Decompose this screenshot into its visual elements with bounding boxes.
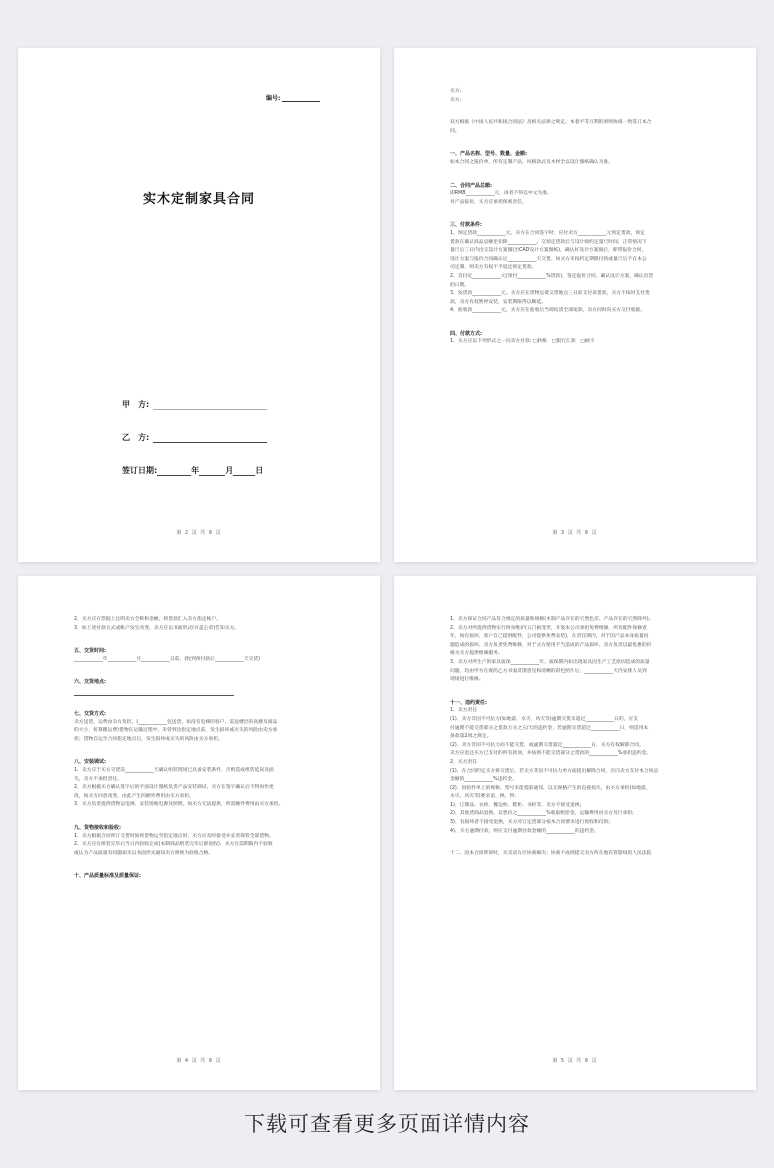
paragraph-line: 4、验收款____________元，买方应在验收后当场结清全部尾款，卖方同时向买方交付收据。 — [450, 308, 645, 314]
party-a-label: 甲 方: — [122, 400, 150, 409]
paragraph-line: 2、卖方对所提供货物实行终身维护(五门板变形，开裂本公司承担免费维修，所有配件保修壹 — [450, 625, 647, 631]
paragraph-line: 1、卖方根据合同所订交货时间将货物运至指定地点时，买方应及时接受并妥善保管全部货物。 — [74, 833, 274, 839]
contract-page-4 — [18, 576, 380, 1090]
paragraph-line: 对产品报价，买方应承担保密责任。 — [450, 199, 527, 205]
month-label: 月 — [225, 466, 234, 475]
paragraph-line: 2、买方应在组装完毕后当日内验收完成(本制商品组装完毕后即验收)，买方在需期限内不验收 — [74, 842, 273, 848]
spacer — [450, 168, 722, 182]
paragraph-line: 卖方应退还买方已支付的所有款项，并按照不能交货部分之货款的____________%承担违约金。 — [450, 751, 652, 757]
day-blank — [233, 468, 255, 476]
paragraph-line: 现场进行维修。 — [450, 677, 484, 683]
paragraph-line: 十二、因本合同涉诉时，买卖双方应协商解决；协商不成则提交卖方所在地有管辖权的人民法院 — [450, 851, 652, 857]
paragraph-line: ____________年____________月____________日前。(收到预付款后____________天交货) — [74, 656, 261, 662]
spacer — [450, 316, 722, 330]
paragraph-line: 司定制，则卖方有权不予退还预定货款。 — [450, 265, 537, 271]
year-label: 年 — [191, 466, 200, 475]
month-blank — [199, 468, 225, 476]
paragraph-line: 1)、订制品、衣柜、餐边柜、鞋柜、书柜等，卖方不接受退换; — [450, 802, 582, 808]
section-heading: 十一、违约责任: — [450, 699, 488, 706]
spacer — [450, 836, 722, 850]
spacer — [450, 207, 722, 221]
section-heading: 九、货物接收和验收: — [74, 824, 122, 831]
paragraph-line: 卖方送货，运费由卖方负担。(____________包送货，如没有电梯的客户，需送楼层的高楼及商品 — [74, 719, 278, 725]
paragraph-line: 3)、有损坏者不接受退换，买方对订定货部分按本合同要求进行验收和付款; — [450, 820, 611, 826]
paragraph-line: 4)、买方逾期付款，则应支付逾期付款金额的____________的违约金。 — [450, 828, 599, 834]
serial-number-field — [266, 93, 320, 102]
paragraph-line: 卖方: — [450, 97, 462, 103]
page-footer: 第 3 页 共 6 页 — [552, 530, 598, 536]
paragraph-line: 1、预定货款____________元。买方在合同签字时，应付卖方____________元预定货款，预定 — [450, 230, 645, 236]
spacer — [450, 685, 722, 699]
paragraph-line: 买方: — [450, 89, 462, 94]
paragraph-line: 3、卖方对所生产的家具质保____________年，质保期内如出现家具因生产工艺原因造成的质量 — [450, 659, 650, 665]
paragraph-line: 或认为产品质量有问题却未以书面形式通知卖方则视为验收合格。 — [74, 850, 214, 856]
paragraph-line: 条款第2项之规定。 — [450, 734, 492, 740]
party-a-blank — [153, 402, 267, 410]
contract-page-cover — [18, 48, 380, 562]
page-footer: 第 5 页 共 6 页 — [552, 1058, 598, 1064]
party-b-field — [122, 432, 267, 443]
paragraph-line: 失，卖方不承担责任。 — [74, 776, 122, 782]
paragraph-line: 金额的____________%违约金。 — [450, 777, 517, 783]
year-blank — [157, 468, 191, 476]
paragraph-line: 1、卖方责任 — [450, 708, 478, 714]
section-heading: 三、付款条件: — [450, 222, 483, 229]
paragraph-line: 同。 — [450, 128, 460, 134]
paragraph-line: 付逾期不能交货部分之货款万分之五/天的违约金，若逾期交货超过____________日，则适用本 — [450, 725, 649, 731]
paragraph-line: 3、买方负责提供货物运电梯、安装场地电源及照明，如买方无法提供，所需额外费用由买方承担。 — [74, 802, 284, 808]
paragraph-line: (2)、因验件单上的规格、型号未能提前通知，以无规格产生的直接损失，由买方承担(如地震、 — [450, 785, 651, 791]
download-caption[interactable]: 下载可查看更多页面详情内容 — [244, 1112, 530, 1136]
paragraph-line: 如本合同之报价单，所有定制产品，风格款式及木材全以设计图纸确认为准。 — [450, 159, 614, 165]
paragraph-line: 即RMB____________元，再者不得以中文为准。 — [450, 191, 552, 197]
spacer — [74, 696, 346, 710]
paragraph-line: 3、发货款____________元。买方应在货物运抵交货地点三日前支付该货款，买方不按时支付货 — [450, 291, 650, 297]
contract-title: 实木定制家具合同 — [142, 192, 255, 207]
fill-in-blank-line — [74, 687, 234, 696]
paragraph-line: 1、卖方应于买方交货前____________天确认组装现场已具备安装条件，否则造成组装延误及损 — [74, 767, 274, 773]
paragraph-line: 货款在确认商品总额里扣除____________。交预定货款后与设计师约定量尺时间，正常情况下 — [450, 239, 647, 245]
section-heading: 六、交货地点: — [74, 679, 107, 686]
paragraph-line: 双方根据《中国人民共和国合同法》及相关法律之规定，本着平等互利的原则协商一致签订本合 — [450, 120, 652, 126]
paragraph-line: 2、首付定____________元(预付____________%货款)，签定报价合同，确认设计方案，确认出货 — [450, 273, 654, 279]
paragraph-line: 设计方案与报价合同确认后____________天交货。如买方未按约定期限付款或量尺后不在本公 — [450, 256, 647, 262]
paragraph-line: 1、卖方保证合同产品符合规定的质量和规格(木制产品存在的天然色差、产品存在的天然除外)。 — [450, 617, 654, 622]
page-footer: 第 4 页 共 6 页 — [176, 1058, 222, 1064]
paragraph-line: 2、买方应在票据上注明卖方全称和金额，将货款汇入卖方指定帐户。 — [74, 617, 221, 622]
contract-page-5 — [394, 576, 756, 1090]
paragraph-line: 题造成的损坏，卖方负责免费维修，对于买方使用不当造成的产品损坏，卖方负责以最优惠的价 — [450, 642, 652, 648]
spacer — [74, 664, 346, 678]
paragraph-line: (2)、卖方非因不可抗力而不能交货，或逾期交货超过____________日，买方有权解除合同。 — [450, 742, 644, 748]
section-heading: 七、交货方式: — [74, 710, 107, 717]
paragraph-line: 年，如有损坏，客户自己提供配件，公司提供免费安装)，在责任期内，对于因产品本身质量问 — [450, 634, 649, 640]
watermark — [103, 488, 119, 509]
paragraph-line: 问题，均由甲方在规的乙方书面反馈意见和清晰的彩色照片后，____________天内安排人员到 — [450, 668, 647, 674]
paragraph-line: 的大小，折算搬运费)货物在运输过程中，未曾到达指定地点前，发生损坏或灭失的风险由卖方承 — [74, 728, 278, 734]
spacer — [450, 105, 722, 119]
section-heading: 五、交货时间: — [74, 648, 107, 655]
paragraph-line: 3、如上述付款方式或帐户发生改变，卖方应以书面形式(并盖公章)告知买方。 — [74, 625, 240, 631]
paragraph-line: 格为买方提供维修服务。 — [450, 651, 503, 657]
paragraph-line: 量尺后三日内出完设计方案图(出CAD设计方案图纸)，确认好设计方案图后，即带报价合同， — [450, 248, 647, 254]
spacer — [74, 633, 346, 647]
paragraph-line: (1)、在合同约定买方将交货后，若买方非因不可抗力单方面提出解除合同，应向卖方支付本合同总 — [450, 768, 659, 774]
paragraph-line: 2、买方责任 — [450, 759, 478, 765]
spacer — [74, 810, 346, 824]
section-heading: 四、付款方式: — [450, 330, 483, 337]
paragraph-line: (1)、卖方非因不可抗力(如地震、水灾、风灾等)逾期交货未超过____________日的，应支 — [450, 716, 639, 722]
sign-date-label: 签订日期: — [122, 466, 158, 475]
section-heading: 八、安装调试: — [74, 759, 107, 766]
paragraph-line: 水灾、风灾等)要求退、换、到: — [450, 794, 516, 800]
party-b-label: 乙 方: — [122, 433, 150, 442]
paragraph-line: 2、卖方根据买方确认签字后的平面设计图纸负责产品安装调试，买方在签字确认后不得再作更 — [74, 785, 274, 791]
sign-date-field — [122, 465, 263, 476]
section-heading: 二、合同产品总额: — [450, 182, 493, 189]
contract-page-3 — [394, 48, 756, 562]
serial-number-blank — [282, 96, 320, 102]
paragraph-line: 1、买方应以下列形式之一向卖方付款: □转帐 □银行汇款 □刷卡 — [450, 339, 595, 345]
page-body — [450, 616, 722, 859]
section-heading: 一、产品名称、型号、数量、金额: — [450, 151, 528, 158]
party-a-field — [122, 399, 267, 410]
paragraph-line: 款，卖方有权暂停安装，安装期限得以顺延。 — [450, 299, 546, 305]
serial-number-label: 编号: — [266, 95, 281, 102]
paragraph-line: 改，如买方同意改变，由此产生的额外费用由买方承担。 — [74, 793, 194, 799]
page-footer: 第 2 页 共 6 页 — [176, 530, 222, 536]
paragraph-line: 的日期。 — [450, 282, 470, 288]
page-body — [450, 88, 722, 347]
page-body — [74, 616, 346, 881]
spacer — [74, 744, 346, 758]
section-heading: 十、产品质量标准及质量保证: — [74, 873, 142, 880]
paragraph-line: 担；货物自运至合同指定地点后，发生损坏或灭失的风险由买方承担。 — [74, 736, 223, 742]
spacer — [74, 858, 346, 872]
day-label: 日 — [255, 466, 264, 475]
paragraph-line: 2)、其他货商品退换，以售价之____________%收取赔偿金，运输费用由买方另行承担; — [450, 811, 634, 817]
spacer — [450, 136, 722, 150]
party-b-blank — [153, 435, 267, 443]
